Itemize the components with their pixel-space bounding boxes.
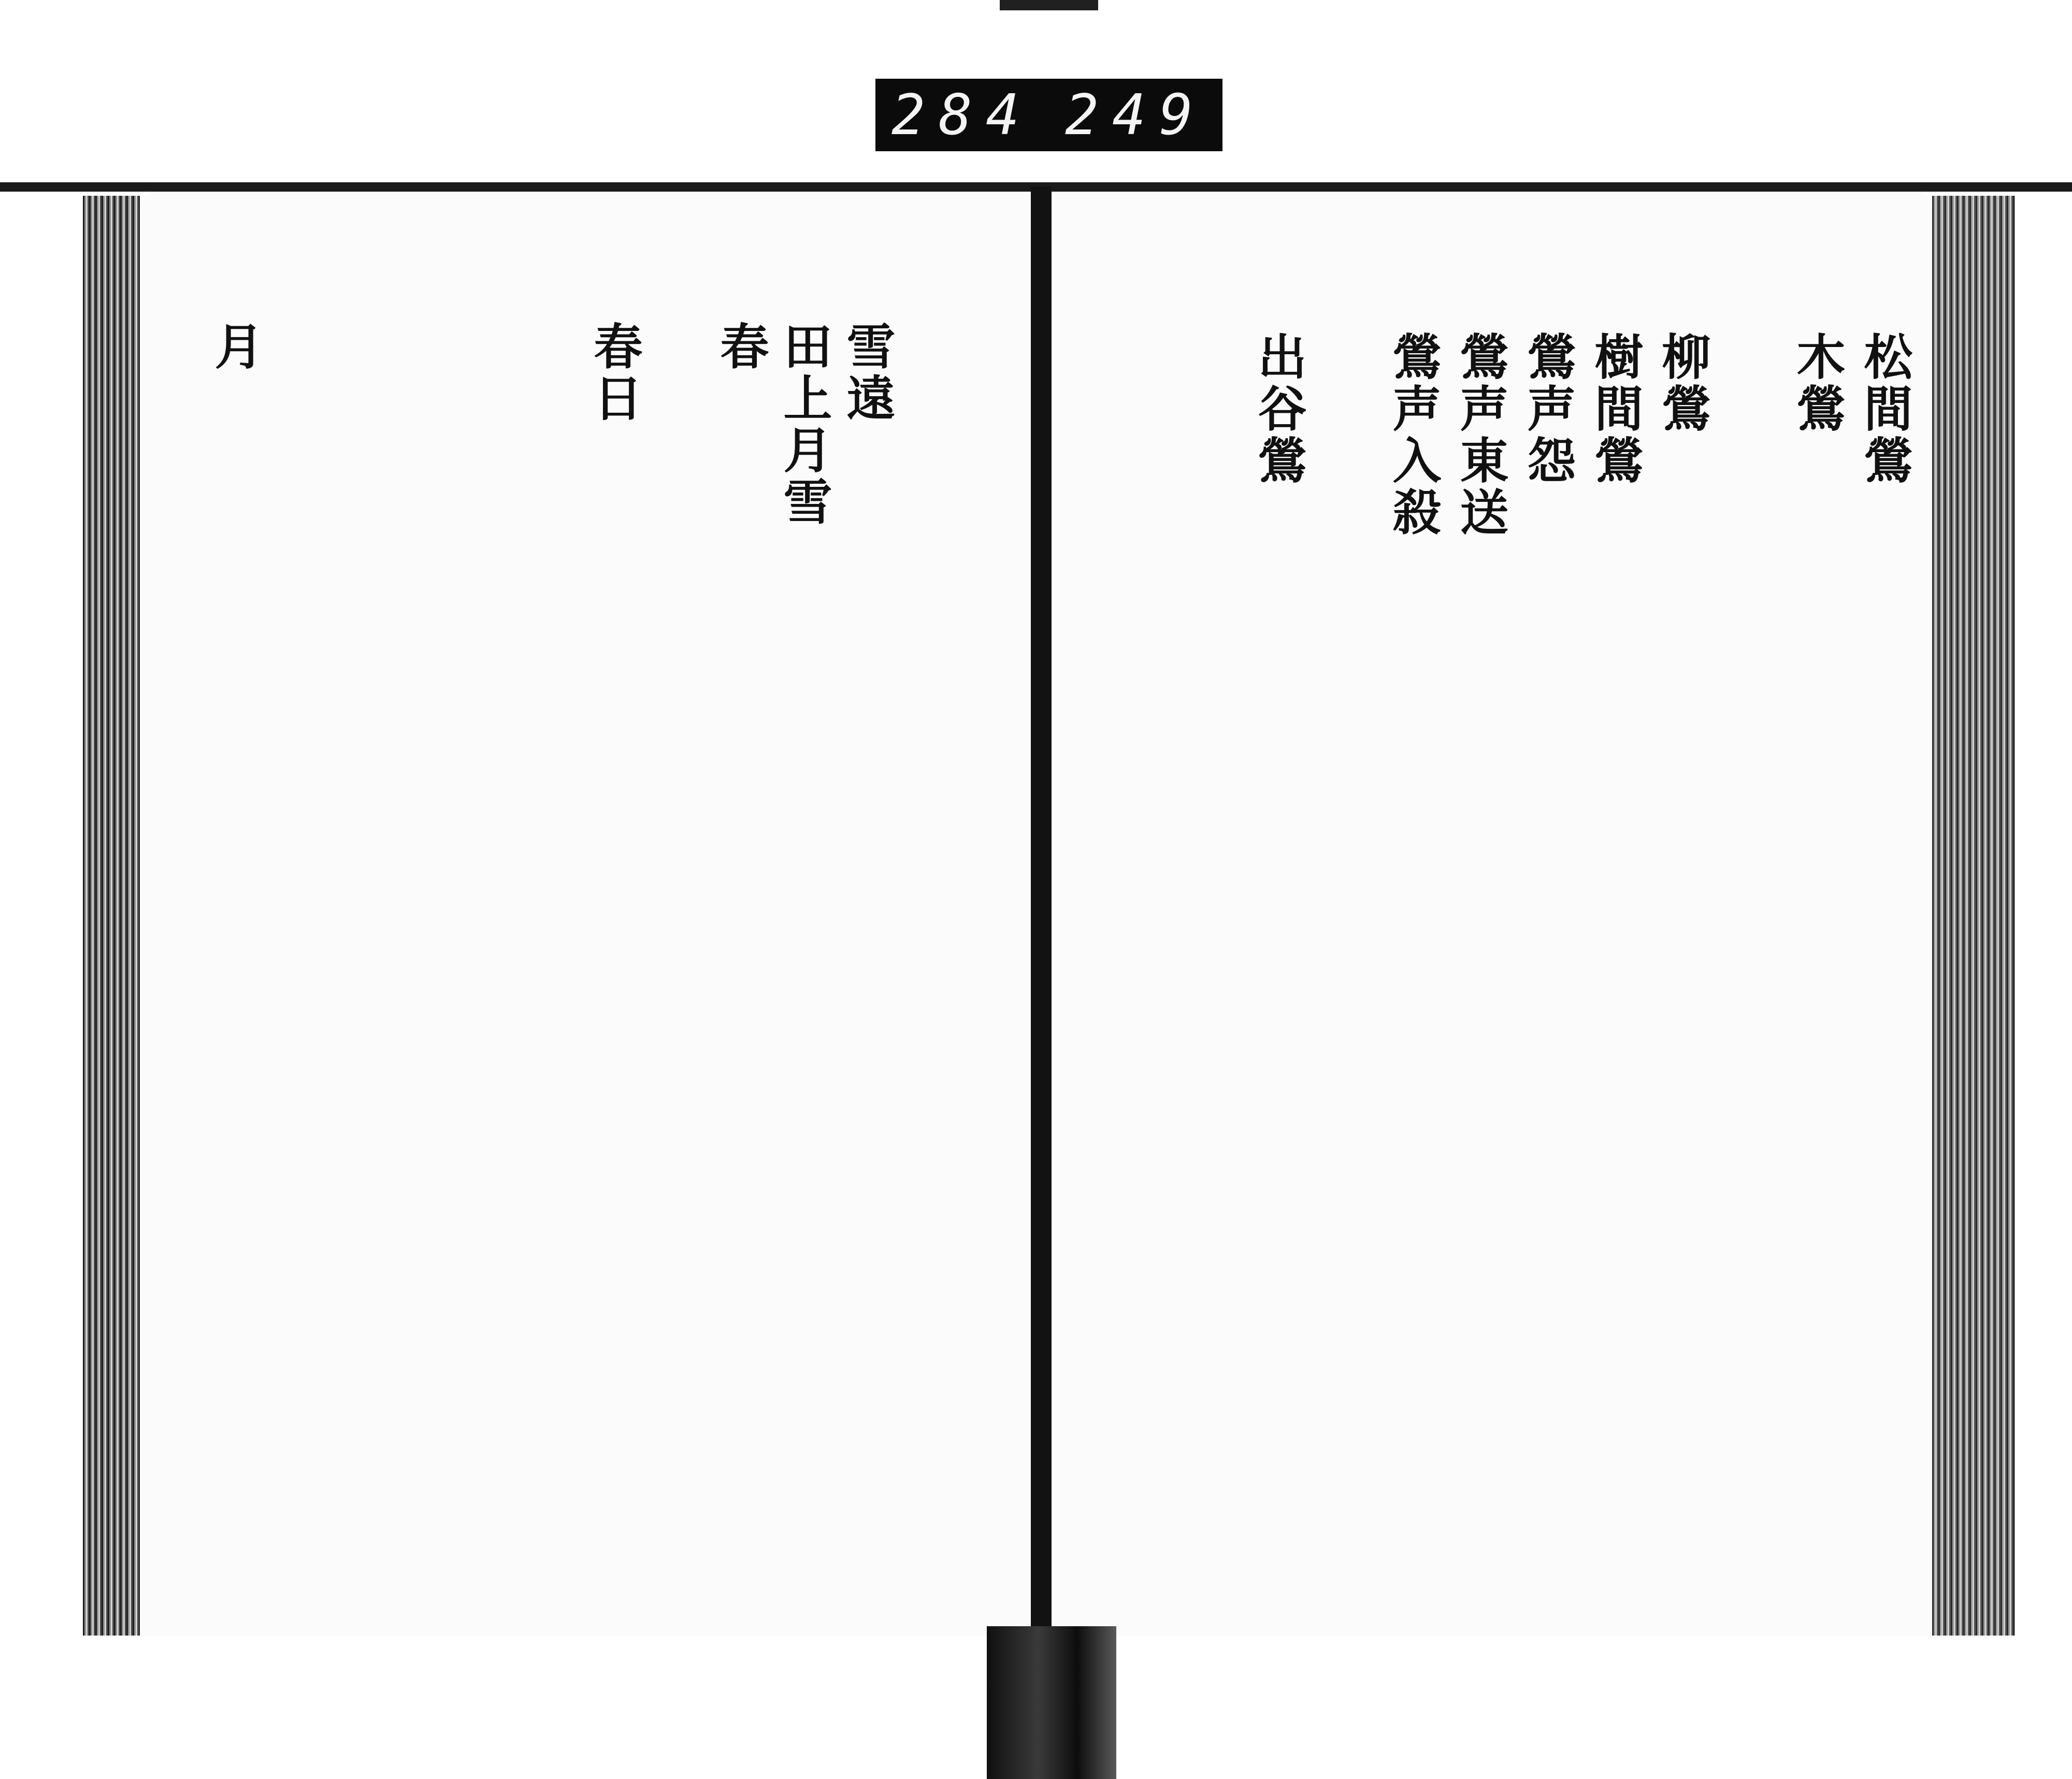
heading-title: 柳鶯 [1653,331,1710,435]
poem-column [400,611,435,632]
heading-column [1249,331,1306,523]
poem-column [1658,616,1693,637]
poem-column [463,611,498,632]
heading-column [1586,331,1643,523]
label-number-left: 284 [891,82,1033,148]
poem-column [1860,616,1895,637]
poem-column [1590,616,1625,637]
poem-column [1792,616,1828,637]
heading-title: 月 [206,321,263,373]
heading-column [1653,331,1710,471]
heading-column [206,321,263,409]
heading-column [585,321,642,461]
poem-column [337,611,372,632]
heading-column [1384,331,1441,575]
heading-column [1451,331,1508,575]
poem-column [905,611,941,632]
label-number-right: 249 [1064,82,1207,148]
heading-title: 雪遠 [838,321,895,425]
heading-column [274,321,322,357]
heading-column [526,321,575,357]
heading-column [905,321,954,357]
poem-column [1388,616,1423,637]
right-page [1052,192,1932,1637]
heading-column [775,321,832,565]
top-edge-mark [1000,0,1098,10]
poem-column [526,611,562,632]
heading-column [1725,331,1774,368]
heading-column [653,321,701,357]
heading-title: 田上月雪 [775,321,832,528]
poem-column [1523,616,1558,637]
heading-title: 木鶯 [1788,331,1845,435]
heading-column [1855,331,1912,523]
poem-column [969,611,1004,632]
heading-column [463,321,512,357]
heading-column [838,321,895,461]
heading-column [1321,331,1370,368]
poem-column [1254,616,1289,637]
heading-column [1788,331,1845,471]
heading-title: 松間鶯 [1855,331,1912,487]
poem-column [1321,616,1356,637]
heading-title: 鶯声怨 [1519,331,1576,487]
poem-column [653,611,688,632]
right-page-edge [1932,196,2015,1636]
poem-column [210,611,246,632]
binding-shadow [987,1626,1116,1779]
heading-column [400,321,449,357]
poem-column [589,611,625,632]
heading-title: 鶯声東送 [1451,331,1508,539]
archive-number-label [875,79,1222,151]
book-gutter [1031,186,1052,1647]
heading-title: 春日 [585,321,642,425]
left-page [140,192,1031,1637]
poem-column [1456,616,1491,637]
heading-title: 春 [712,321,769,373]
poem-column [1725,616,1760,637]
left-page-edge [83,196,140,1636]
poem-column [779,611,814,632]
heading-title: 樹間鶯 [1586,331,1643,487]
heading-title: 出谷鶯 [1249,331,1306,487]
poem-column [274,611,309,632]
heading-column [337,321,385,357]
heading-title: 鶯声入殺 [1384,331,1441,539]
poem-column [842,611,877,632]
poem-column [716,611,751,632]
heading-column [1519,331,1576,523]
heading-column [712,321,769,409]
heading-column [969,321,1017,357]
